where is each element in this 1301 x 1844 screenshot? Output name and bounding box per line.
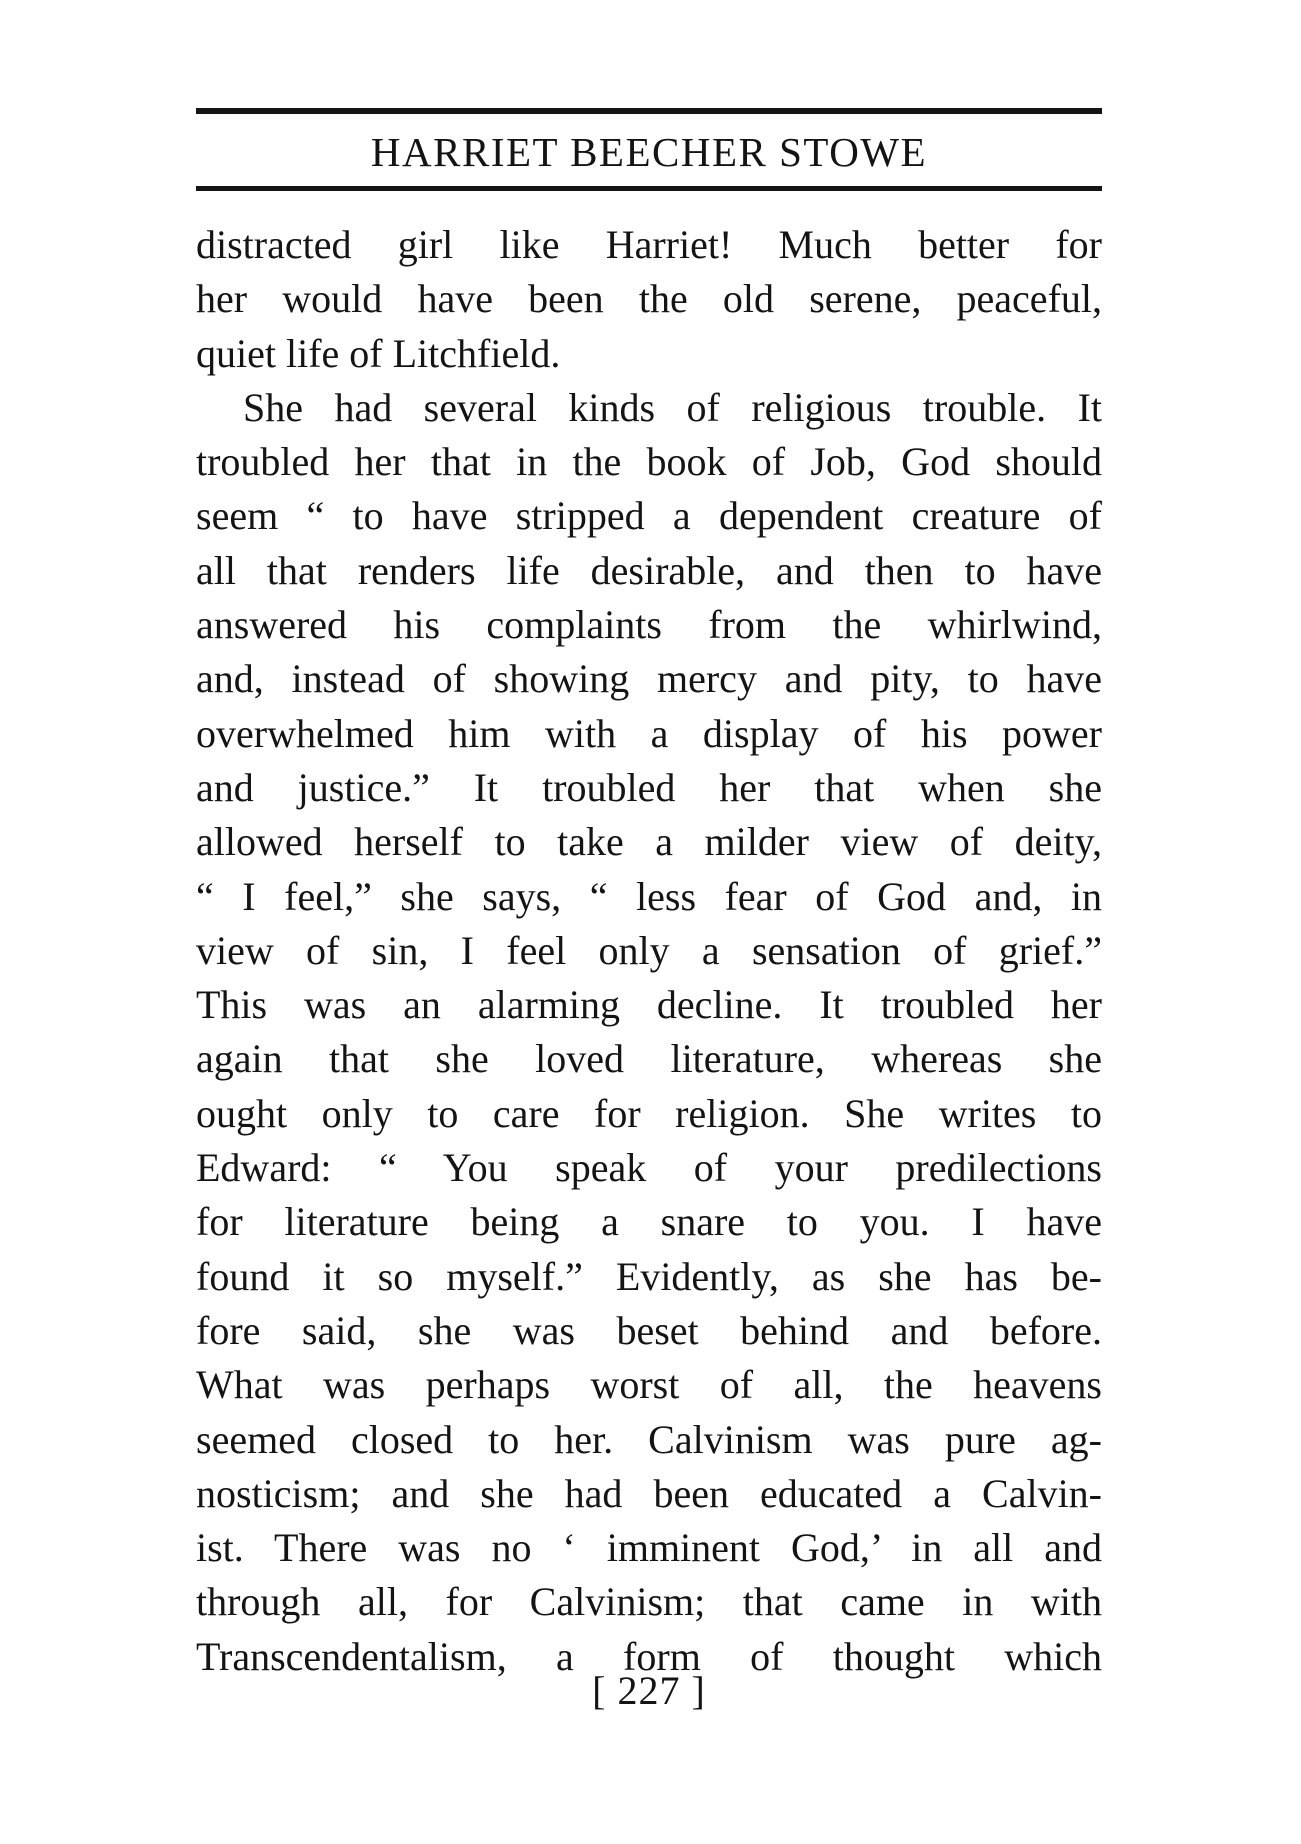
text-line: fore said, she was beset behind and before.	[196, 1307, 1102, 1353]
text-line: troubled her that in the book of Job, God should	[196, 439, 1102, 485]
text-line: What was perhaps worst of all, the heavens	[196, 1362, 1102, 1408]
text-line: allowed herself to take a milder view of deity,	[196, 819, 1102, 865]
text-line: ought only to care for religion. She writes to	[196, 1090, 1102, 1136]
text-line: through all, for Calvinism; that came in with	[196, 1579, 1102, 1625]
text-line: seemed closed to her. Calvinism was pure ag-	[196, 1416, 1102, 1462]
text-line: answered his complaints from the whirlwind,	[196, 602, 1102, 648]
text-line: “ I feel,” she says, “ less fear of God and, in	[196, 873, 1102, 919]
page-number: [ 227 ]	[592, 1668, 706, 1713]
text-line: all that renders life desirable, and then to have	[196, 547, 1102, 593]
text-line: Edward: “ You speak of your predilections	[196, 1145, 1102, 1191]
running-head: HARRIET BEECHER STOWE	[370, 129, 928, 175]
body-text	[196, 218, 1102, 1684]
text-line: her would have been the old serene, peaceful,	[196, 276, 1102, 322]
header-rule-bottom	[196, 186, 1102, 191]
text-line: She had several kinds of religious trouble. It	[243, 384, 1102, 430]
text-line: for literature being a snare to you. I have	[196, 1199, 1102, 1245]
text-line: view of sin, I feel only a sensation of grief.”	[196, 927, 1102, 973]
header-rule-top	[196, 108, 1102, 114]
text-line: and, instead of showing mercy and pity, to have	[196, 656, 1102, 702]
text-line: again that she loved literature, whereas she	[196, 1036, 1102, 1082]
text-line: overwhelmed him with a display of his power	[196, 710, 1102, 756]
text-line: distracted girl like Harriet! Much better for	[196, 222, 1102, 267]
text-line: seem “ to have stripped a dependent creature of	[196, 493, 1102, 539]
text-line: and justice.” It troubled her that when she	[196, 764, 1102, 810]
text-line: ist. There was no ‘ imminent God,’ in all and	[196, 1525, 1102, 1571]
text-line: Transcendentalism, a form of thought which	[196, 1633, 1102, 1679]
text-line: nosticism; and she had been educated a Calvin-	[196, 1470, 1102, 1516]
text-line: This was an alarming decline. It troubled her	[196, 982, 1102, 1028]
text-line: found it so myself.” Evidently, as she has be-	[196, 1253, 1102, 1299]
text-line: quiet life of Litchfield.	[196, 330, 561, 376]
